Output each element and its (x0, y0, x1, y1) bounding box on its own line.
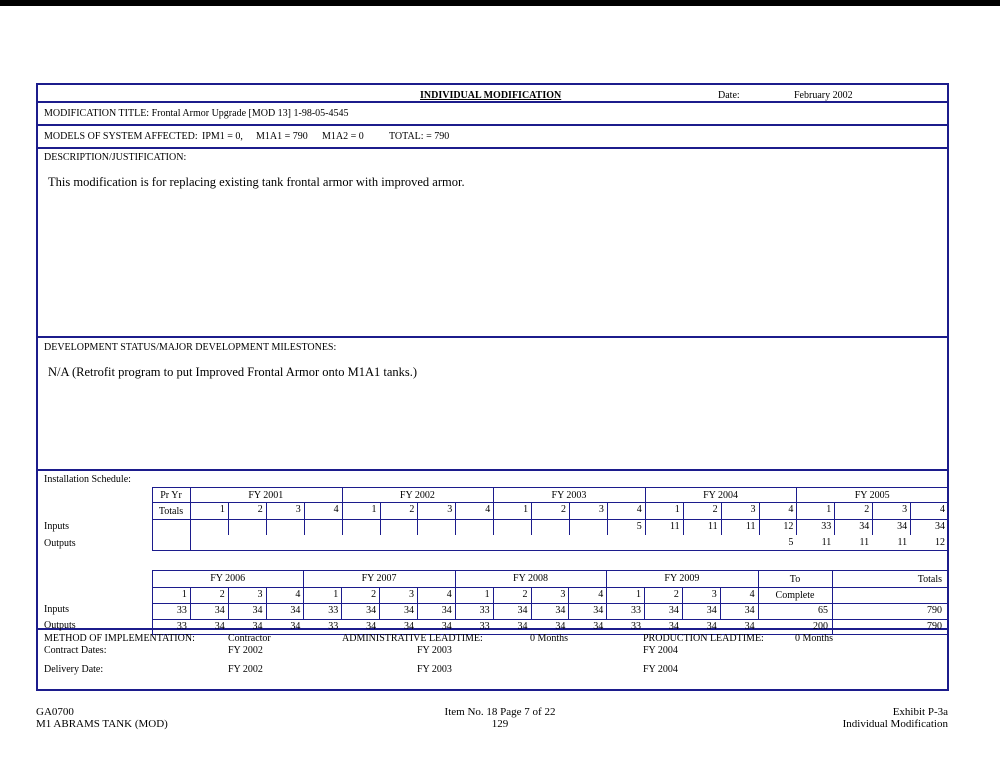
quarter-cell: 4 (295, 589, 301, 600)
quarter-cell: 2 (673, 589, 679, 600)
inputs-cell: 34 (897, 521, 908, 532)
footer-exhibit-name: Individual Modification (842, 718, 948, 730)
inputs-cell: 34 (403, 605, 414, 616)
document-page (0, 6, 1000, 764)
outputs-cell: 34 (593, 621, 604, 632)
outputs-cell: 33 (479, 621, 490, 632)
outputs-cell: 11 (859, 537, 870, 548)
quarter-cell: 3 (711, 589, 717, 600)
footer-program-name: M1 ABRAMS TANK (MOD) (36, 718, 168, 730)
quarter-cell: 2 (371, 589, 377, 600)
quarter-cell: 1 (523, 504, 529, 515)
outputs-cell: 5 (788, 537, 794, 548)
admin-leadtime-label: ADMINISTRATIVE LEADTIME: (342, 633, 483, 644)
inputs-cell: 34 (290, 605, 301, 616)
inputs-cell: 34 (859, 521, 870, 532)
inputs-cell: 33 (479, 605, 490, 616)
year-header: FY 2008 (513, 573, 548, 584)
delivery-date: FY 2004 (643, 664, 678, 675)
divider (38, 147, 947, 149)
inputs-cell: 11 (707, 521, 718, 532)
quarter-cell: 3 (257, 589, 263, 600)
outputs-cell: 33 (631, 621, 642, 632)
outputs-label-2: Outputs (44, 620, 76, 631)
quarter-cell: 2 (409, 504, 415, 515)
quarter-cell: 3 (902, 504, 908, 515)
contract-dates-label: Contract Dates: (44, 645, 107, 656)
year-header: FY 2007 (361, 573, 397, 584)
to-complete-outputs: 200 (813, 621, 828, 632)
quarter-cell: 1 (219, 504, 225, 515)
inputs-cell: 34 (593, 605, 604, 616)
quarter-cell: 3 (598, 504, 604, 515)
year-header: FY 2001 (248, 490, 284, 501)
inputs-cell: 33 (176, 605, 187, 616)
description-label: DESCRIPTION/JUSTIFICATION: (44, 152, 187, 163)
modification-title: MODIFICATION TITLE: Frontal Armor Upgrade [MOD 13] 1-98-05-4545 (44, 108, 349, 119)
quarter-cell: 3 (750, 504, 756, 515)
development-text: N/A (Retrofit program to put Improved Frontal Armor onto M1A1 tanks.) (48, 365, 418, 379)
method-label: METHOD OF IMPLEMENTATION: (44, 633, 195, 644)
quarter-cell: 2 (712, 504, 718, 515)
to-label: To (789, 574, 801, 585)
outputs-cell: 34 (555, 621, 566, 632)
contract-date: FY 2003 (417, 645, 452, 656)
footer-page-number: 129 (491, 718, 509, 730)
footer-program-code: GA0700 (36, 706, 74, 718)
totals-label: Totals (158, 506, 184, 517)
quarter-cell: 3 (295, 504, 301, 515)
quarter-cell: 4 (446, 589, 452, 600)
production-leadtime-value: 0 Months (795, 633, 834, 644)
outputs-cell: 12 (934, 537, 945, 548)
quarter-cell: 1 (181, 589, 187, 600)
production-leadtime-label: PRODUCTION LEADTIME: (643, 633, 764, 644)
divider (38, 336, 947, 338)
inputs-cell: 11 (745, 521, 756, 532)
pr-yr-label: Pr Yr (160, 490, 182, 501)
installation-schedule-label: Installation Schedule: (44, 474, 131, 485)
outputs-cell: 34 (290, 621, 301, 632)
models-affected-label: MODELS OF SYSTEM AFFECTED: (44, 131, 198, 142)
models-total: TOTAL: = 790 (389, 131, 450, 142)
year-header: FY 2006 (210, 573, 246, 584)
quarter-cell: 2 (219, 589, 225, 600)
quarter-cell: 4 (749, 589, 755, 600)
to-complete-inputs: 65 (818, 605, 828, 616)
quarter-cell: 1 (371, 504, 377, 515)
inputs-cell: 34 (214, 605, 225, 616)
models-m1a2: M1A2 = 0 (322, 131, 364, 142)
total-outputs: 790 (927, 621, 942, 632)
outputs-cell: 34 (441, 621, 452, 632)
year-header: FY 2005 (854, 490, 890, 501)
inputs-cell: 34 (934, 521, 945, 532)
models-ipm1: IPM1 = 0, (202, 131, 243, 142)
outputs-cell: 11 (821, 537, 832, 548)
total-inputs: 790 (927, 605, 942, 616)
delivery-date-label: Delivery Date: (44, 664, 104, 675)
quarter-cell: 2 (257, 504, 263, 515)
quarter-cell: 4 (636, 504, 642, 515)
quarter-cell: 1 (674, 504, 680, 515)
quarter-cell: 3 (408, 589, 414, 600)
inputs-cell: 34 (441, 605, 452, 616)
form-title: INDIVIDUAL MODIFICATION (420, 90, 562, 101)
year-header: FY 2003 (551, 490, 587, 501)
inputs-cell: 34 (366, 605, 377, 616)
outputs-label: Outputs (44, 538, 76, 549)
quarter-cell: 1 (636, 589, 642, 600)
quarter-cell: 3 (560, 589, 566, 600)
year-header: FY 2002 (399, 490, 435, 501)
inputs-cell: 34 (744, 605, 755, 616)
outputs-cell: 34 (668, 621, 679, 632)
development-label: DEVELOPMENT STATUS/MAJOR DEVELOPMENT MILESTONES: (44, 342, 337, 353)
date-value: February 2002 (794, 90, 853, 101)
inputs-label: Inputs (44, 521, 69, 532)
inputs-cell: 34 (555, 605, 566, 616)
inputs-cell: 34 (706, 605, 717, 616)
quarter-cell: 2 (560, 504, 566, 515)
inputs-cell: 33 (631, 605, 642, 616)
outputs-cell: 34 (366, 621, 377, 632)
inputs-cell: 5 (636, 521, 642, 532)
inputs-cell: 33 (821, 521, 832, 532)
footer-exhibit: Exhibit P-3a (892, 706, 948, 718)
quarter-cell: 2 (522, 589, 528, 600)
complete-label: Complete (775, 590, 815, 601)
inputs-cell: 34 (252, 605, 263, 616)
year-header: FY 2004 (703, 490, 739, 501)
inputs-cell: 12 (783, 521, 794, 532)
quarter-cell: 1 (484, 589, 490, 600)
date-label: Date: (718, 90, 740, 101)
quarter-cell: 3 (447, 504, 453, 515)
method-value: Contractor (228, 633, 271, 644)
models-m1a1: M1A1 = 790 (256, 131, 308, 142)
quarter-cell: 2 (864, 504, 870, 515)
admin-leadtime-value: 0 Months (530, 633, 569, 644)
outputs-cell: 34 (214, 621, 225, 632)
quarter-cell: 1 (333, 589, 339, 600)
outputs-cell: 34 (706, 621, 717, 632)
quarter-cell: 4 (333, 504, 339, 515)
quarter-cell: 4 (788, 504, 794, 515)
outputs-cell: 34 (744, 621, 755, 632)
quarter-cell: 4 (598, 589, 604, 600)
outputs-cell: 33 (328, 621, 339, 632)
description-text: This modification is for replacing existing tank frontal armor with improved armor. (48, 175, 465, 189)
outputs-cell: 33 (176, 621, 187, 632)
year-header: FY 2009 (664, 573, 700, 584)
contract-date: FY 2004 (643, 645, 678, 656)
footer-item-page: Item No. 18 Page 7 of 22 (444, 706, 556, 718)
outputs-cell: 11 (897, 537, 908, 548)
quarter-cell: 4 (939, 504, 945, 515)
outputs-cell: 34 (252, 621, 263, 632)
inputs-cell: 34 (668, 605, 679, 616)
quarter-cell: 4 (485, 504, 491, 515)
outputs-cell: 34 (517, 621, 528, 632)
outputs-cell: 34 (403, 621, 414, 632)
inputs-cell: 34 (517, 605, 528, 616)
delivery-date: FY 2002 (228, 664, 263, 675)
contract-date: FY 2002 (228, 645, 263, 656)
inputs-label-2: Inputs (44, 604, 69, 615)
inputs-cell: 11 (670, 521, 680, 532)
delivery-date: FY 2003 (417, 664, 452, 675)
divider (38, 469, 947, 471)
totals-column-label: Totals (917, 574, 942, 585)
quarter-cell: 1 (826, 504, 832, 515)
divider (38, 124, 947, 126)
inputs-cell: 33 (328, 605, 339, 616)
